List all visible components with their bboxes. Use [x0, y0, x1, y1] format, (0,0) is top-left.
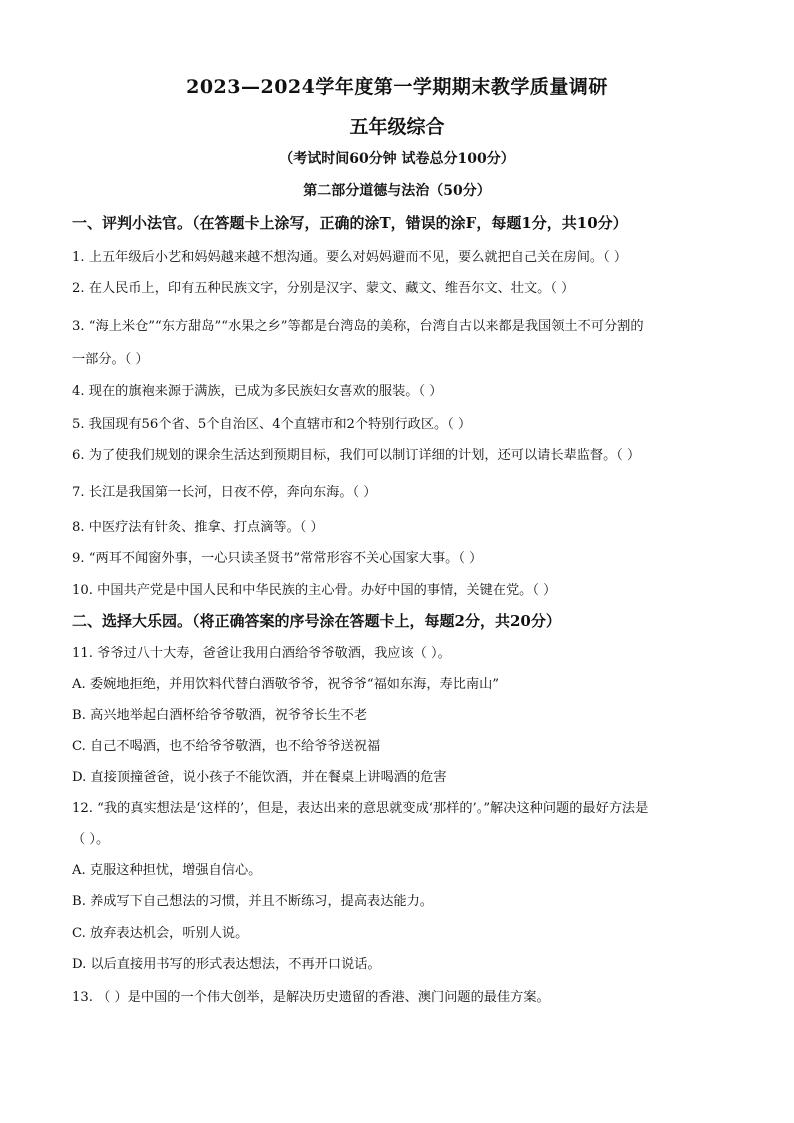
exam-info: （考试时间60分钟 试卷总分100分）: [279, 151, 515, 167]
option-line: C. 自己不喝酒，也不给爷爷敬酒，也不给爷爷送祝福: [72, 739, 381, 754]
question-line: 11. 爷爷过八十大寿，爸爸让我用白酒给爷爷敬酒，我应该（ ）。: [72, 646, 451, 661]
question-line: 7. 长江是我国第一长河，日夜不停，奔向东海。（ ）: [72, 485, 377, 500]
question-line: 2. 在人民币上，印有五种民族文字，分别是汉字、蒙文、藏文、维吾尔文、壮文。（ ）: [72, 281, 575, 296]
question-line: 9. “两耳不闻窗外事，一心只读圣贤书”常常形容不关心国家大事。（ ）: [72, 551, 483, 566]
exam-subtitle: 五年级综合: [349, 116, 445, 138]
question-line: 10. 中国共产党是中国人民和中华民族的主心骨。办好中国的事情，关键在党。（ ）: [72, 583, 557, 598]
option-line: A. 克服这种担忧，增强自信心。: [72, 863, 262, 878]
question-line: 3. “海上米仓”“东方甜岛”“水果之乡”等都是台湾岛的美称，台湾自古以来都是我国领土不可分割的: [72, 319, 644, 334]
question-line: 12. “我的真实想法是‘这样的’，但是，表达出来的意思就变成‘那样的’。”解决这种问题的最好方法是: [72, 801, 649, 816]
option-line: D. 直接顶撞爸爸，说小孩子不能饮酒，并在餐桌上讲喝酒的危害: [72, 770, 447, 785]
question-line: 13. （ ）是中国的一个伟大创举，是解决历史遗留的香港、澳门问题的最佳方案。: [72, 990, 550, 1005]
option-line: C. 放弃表达机会，听别人说。: [72, 926, 249, 941]
question-line: 6. 为了使我们规划的课余生活达到预期目标，我们可以制订详细的计划，还可以请长辈监督。（ ）: [72, 448, 641, 463]
question-line: 8. 中医疗法有针灸、推拿、打点滴等。（ ）: [72, 520, 324, 535]
question-line: 5. 我国现有56个省、5个自治区、4个直辖市和2个特别行政区。（ ）: [72, 417, 472, 432]
question-line: （ ）。: [72, 832, 110, 847]
part-heading: 第二部分道德与法治（50分）: [303, 183, 491, 199]
option-line: B. 高兴地举起白酒杯给爷爷敬酒，祝爷爷长生不老: [72, 708, 368, 723]
option-line: B. 养成写下自己想法的习惯，并且不断练习，提高表达能力。: [72, 894, 433, 909]
question-line: 4. 现在的旗袍来源于满族，已成为多民族妇女喜欢的服装。（ ）: [72, 384, 443, 399]
section-2-heading: 二、选择大乐园。（将正确答案的序号涂在答题卡上，每题2分，共20分）: [72, 612, 561, 630]
question-line: 一部分。（ ）: [72, 352, 149, 367]
question-line: 1. 上五年级后小艺和妈妈越来越不想沟通。要么对妈妈避而不见，要么就把自己关在房间。（ ）: [72, 250, 628, 265]
option-line: D. 以后直接用书写的形式表达想法，不再开口说话。: [72, 957, 381, 972]
option-line: A. 委婉地拒绝，并用饮料代替白酒敬爷爷，祝爷爷“福如东海，寿比南山”: [72, 677, 500, 692]
exam-title: 2023—2024学年度第一学期期末教学质量调研: [186, 76, 608, 98]
section-1-heading: 一、评判小法官。（在答题卡上涂写，正确的涂T，错误的涂F，每题1分，共10分）: [72, 214, 628, 232]
